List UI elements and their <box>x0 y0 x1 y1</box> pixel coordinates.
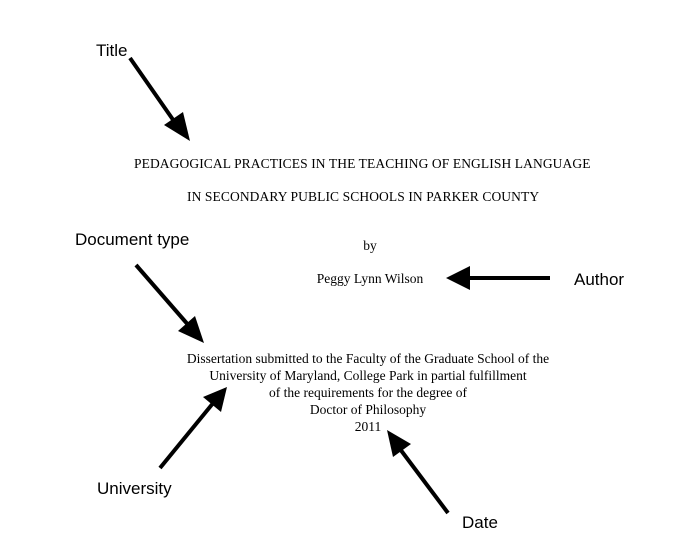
author-annotation-label: Author <box>574 270 625 289</box>
university-arrow-icon <box>160 387 227 468</box>
submission-year: 2011 <box>354 419 382 434</box>
document-type-annotation-label: Document type <box>75 230 190 249</box>
document-type-arrow-icon <box>136 265 204 343</box>
by-line: by <box>363 238 377 253</box>
date-arrow-icon <box>387 430 448 513</box>
statement-line-2: University of Maryland, College Park in partial fulfillment <box>209 368 527 383</box>
dissertation-title-line-2: IN SECONDARY PUBLIC SCHOOLS IN PARKER COUNTY <box>187 189 540 204</box>
title-arrow-icon <box>130 58 190 141</box>
title-annotation-label: Title <box>96 41 128 60</box>
author-name: Peggy Lynn Wilson <box>316 271 424 286</box>
university-annotation-label: University <box>97 479 172 498</box>
statement-line-3: of the requirements for the degree of <box>269 385 467 400</box>
date-annotation-label: Date <box>462 513 498 532</box>
degree-name: Doctor of Philosophy <box>309 402 427 417</box>
dissertation-title-line-1: PEDAGOGICAL PRACTICES IN THE TEACHING OF ENGLISH LANGUAGE <box>134 156 591 171</box>
author-arrow-icon <box>446 266 550 290</box>
statement-line-1: Dissertation submitted to the Faculty of the Graduate School of the <box>186 351 550 366</box>
